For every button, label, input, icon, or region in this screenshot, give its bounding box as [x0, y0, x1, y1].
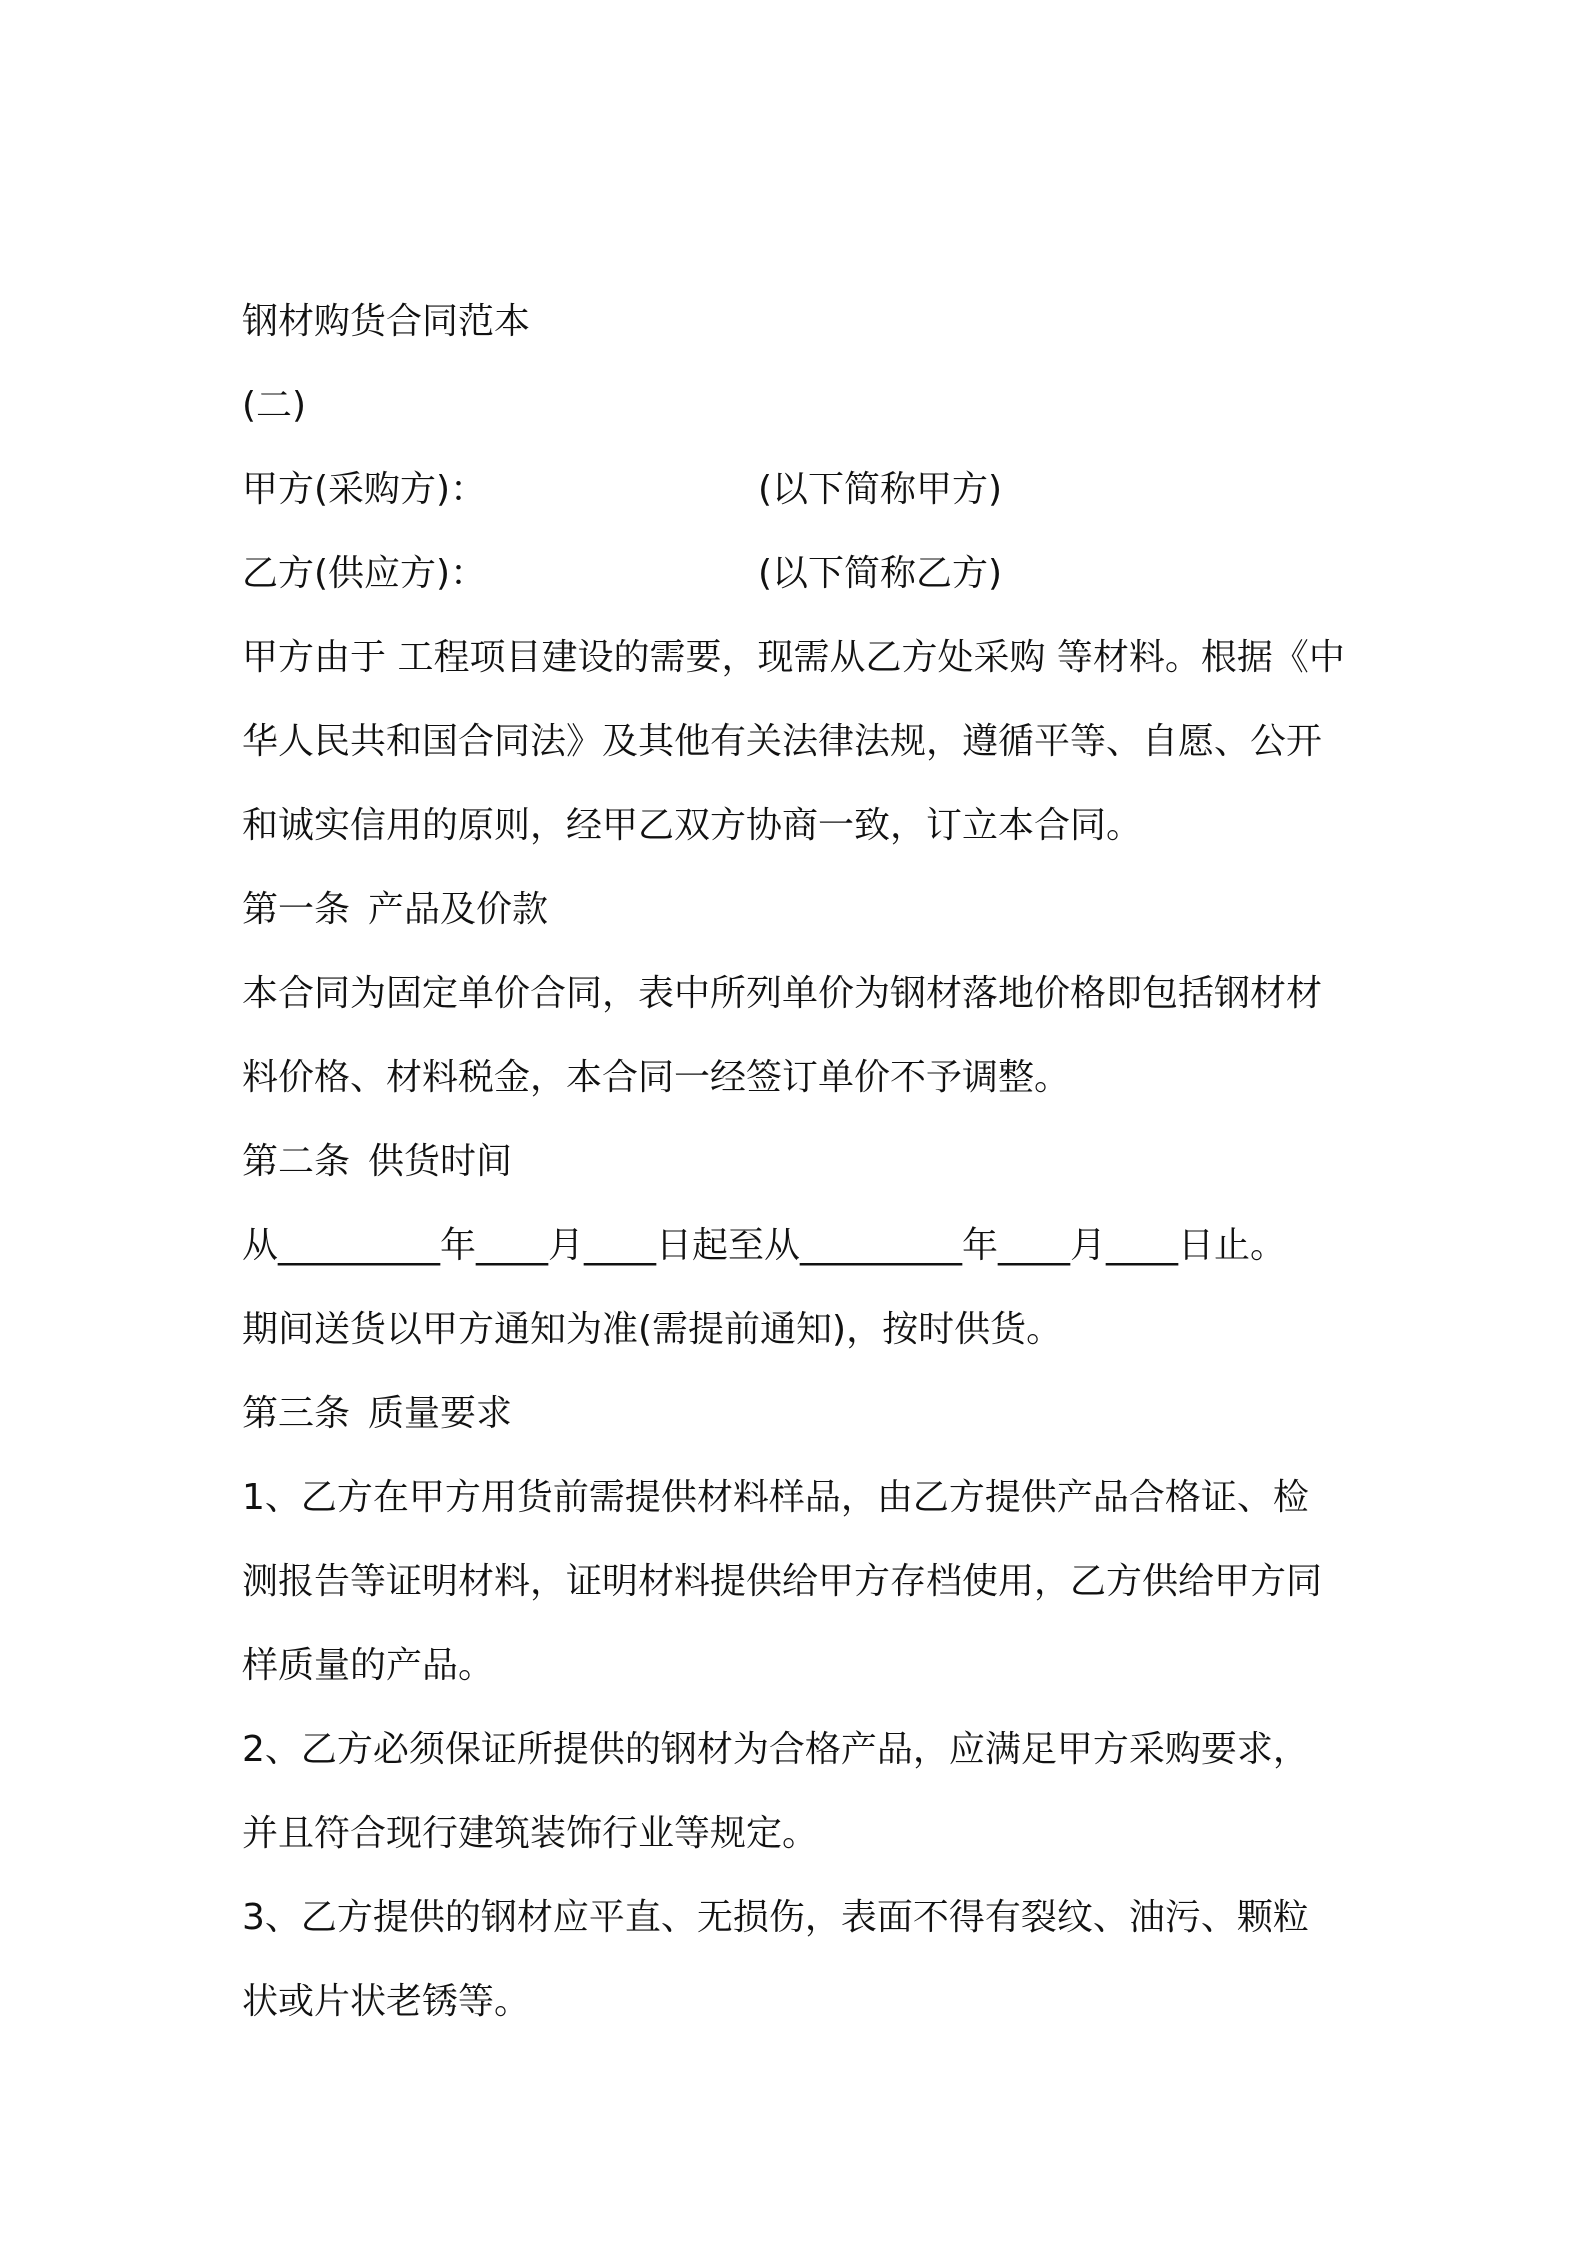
article-3-number: 第三条 — [242, 1393, 351, 1434]
article-3-line-4: 2、乙方必须保证所提供的钢材为合格产品，应满足甲方采购要求， — [242, 1729, 1309, 1770]
document-body — [242, 280, 1362, 2044]
document-subtitle: (二) — [242, 385, 307, 426]
document-title: 钢材购货合同范本 — [242, 301, 531, 342]
article-2-line-1: 从_________年____月____日起至从_________年____月____日止。 — [242, 1225, 1287, 1266]
party-b-line — [242, 532, 1362, 616]
article-1-line-2: 料价格、材料税金，本合同一经签订单价不予调整。 — [242, 1057, 1071, 1098]
party-a-label: 甲方(采购方)： — [242, 469, 487, 510]
article-3-line-6: 3、乙方提供的钢材应平直、无损伤，表面不得有裂纹、油污、颗粒 — [242, 1897, 1309, 1938]
article-3-line-7: 状或片状老锈等。 — [242, 1981, 531, 2022]
party-a-note: (以下简称甲方) — [758, 469, 1003, 510]
article-2-title: 供货时间 — [368, 1141, 513, 1182]
article-3-heading — [242, 1372, 1362, 1456]
party-b-note: (以下简称乙方) — [758, 553, 1003, 594]
article-1-heading — [242, 868, 1362, 952]
article-3-line-2: 测报告等证明材料，证明材料提供给甲方存档使用，乙方供给甲方同 — [242, 1561, 1323, 1602]
party-a-line — [242, 448, 1362, 532]
preamble-line-2: 华人民共和国合同法》及其他有关法律法规，遵循平等、自愿、公开 — [242, 721, 1323, 762]
article-2-heading — [242, 1120, 1362, 1204]
article-3-line-5: 并且符合现行建筑装饰行业等规定。 — [242, 1813, 819, 1854]
article-3-line-3: 样质量的产品。 — [242, 1645, 495, 1686]
preamble-line-1: 甲方由于 工程项目建设的需要，现需从乙方处采购 等材料。根据《中 — [242, 637, 1345, 678]
article-3-title: 质量要求 — [368, 1393, 513, 1434]
article-1-line-1: 本合同为固定单价合同，表中所列单价为钢材落地价格即包括钢材材 — [242, 973, 1323, 1014]
article-3-line-1: 1、乙方在甲方用货前需提供材料样品，由乙方提供产品合格证、检 — [242, 1477, 1309, 1518]
article-1-number: 第一条 — [242, 889, 351, 930]
article-2-number: 第二条 — [242, 1141, 351, 1182]
article-1-title: 产品及价款 — [368, 889, 549, 930]
party-b-label: 乙方(供应方)： — [242, 553, 487, 594]
article-2-line-2: 期间送货以甲方通知为准(需提前通知)，按时供货。 — [242, 1309, 1063, 1350]
preamble-line-3: 和诚实信用的原则，经甲乙双方协商一致，订立本合同。 — [242, 805, 1143, 846]
